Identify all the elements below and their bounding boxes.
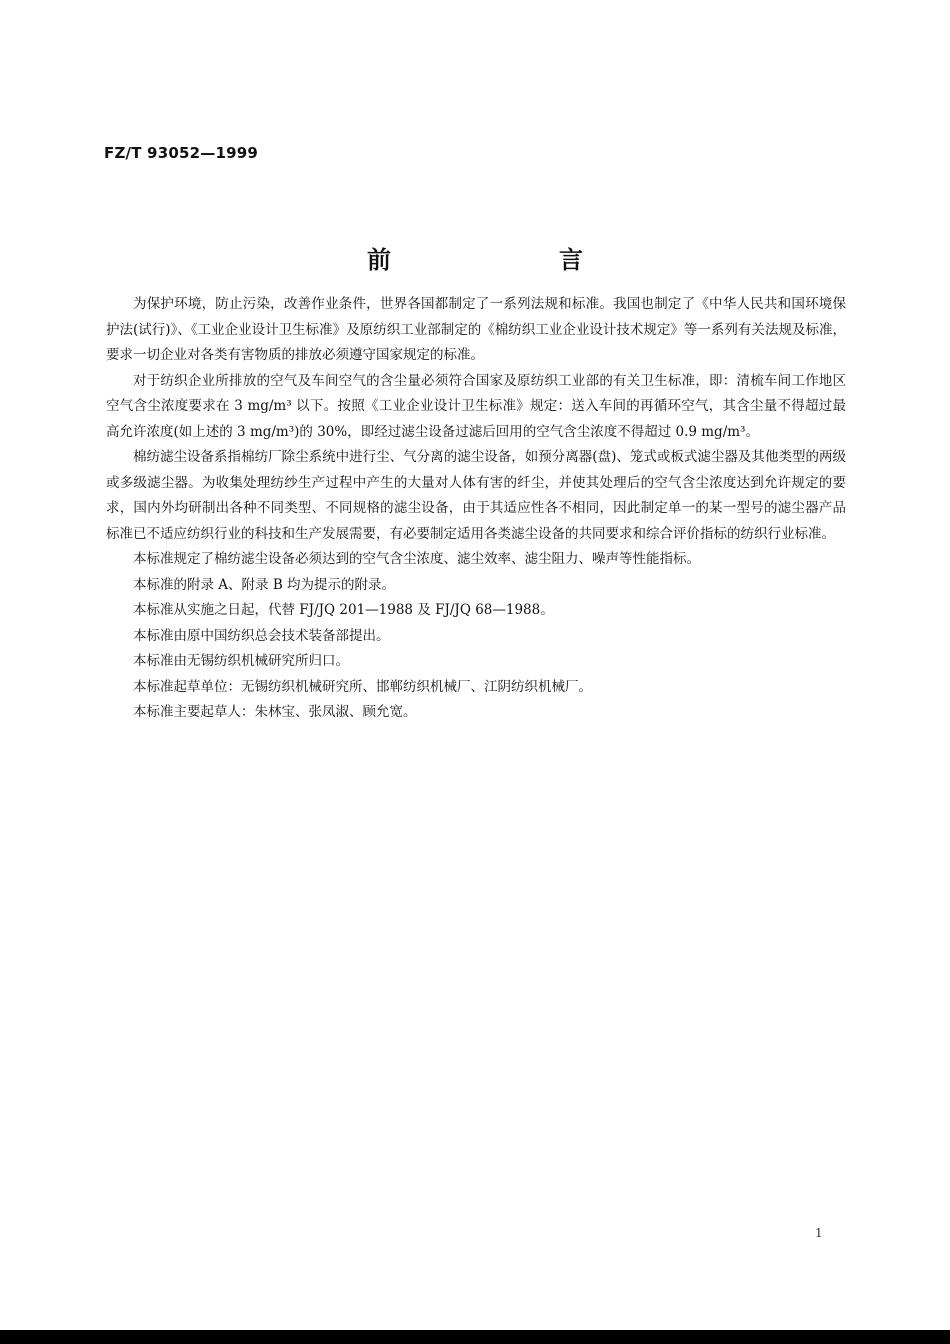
paragraph-replacement: 本标准从实施之日起，代替 FJ/JQ 201—1988 及 FJ/JQ 68—1988。	[133, 602, 554, 618]
page-title: 前 言	[367, 246, 655, 274]
paragraph-equipment-scope: 棉纺滤尘设备系指棉纺厂除尘系统中进行尘、气分离的滤尘设备，如预分离器(盘)、笼式或板式滤尘器及其他类型的两级或多级滤尘器。为收集处理纺纱生产过程中产生的大量对人体有害的纤尘，并使其处理后的空气含尘浓度达到允许规定的要求，国内外均研制出各种不同类型、不同规格的滤尘设备，由于其适应性各不相同，因此制定单一的某一型号的滤尘器产品标准已不适应纺织行业的科技和生产发展需要，有必要制定适用各类滤尘设备的共同要求和综合评价指标的纺织行业标准。	[106, 449, 846, 542]
paragraph-appendices: 本标准的附录 A、附录 B 均为提示的附录。	[133, 576, 396, 593]
paragraph-performance-indices: 本标准规定了棉纺滤尘设备必须达到的空气含尘浓度、滤尘效率、滤尘阻力、噪声等性能指标。	[133, 551, 700, 567]
bottom-border	[0, 1330, 950, 1344]
paragraph-dust-limits: 对于纺织企业所排放的空气及车间空气的含尘量必须符合国家及原纺织工业部的有关卫生标准，即：清梳车间工作地区空气含尘浓度要求在 3 mg/m³ 以下。按照《工业企业设计卫生标准》规定：送入车间的再循环空气，其含尘量不得超过最高允许浓度(如上述的 3 mg/m³)的 30%，即经过滤尘设备过滤后回用的空气含尘浓度不得超过 0.9 mg/m³。	[106, 372, 846, 440]
paragraph-administrator: 本标准由无锡纺织机械研究所归口。	[133, 653, 349, 669]
paragraph-proposer: 本标准由原中国纺织总会技术装备部提出。	[133, 627, 390, 644]
standard-code: FZ/T 93052—1999	[104, 144, 258, 162]
paragraph-purpose: 为保护环境，防止污染，改善作业条件，世界各国都制定了一系列法规和标准。我国也制定了《中华人民共和国环境保护法(试行)》、《工业企业设计卫生标准》及原纺织工业部制定的《棉纺织工业企业设计技术规定》等一系列有关法规及标准，要求一切企业对各类有害物质的排放必须遵守国家规定的标准。	[106, 296, 846, 363]
page-number: 1	[815, 1226, 823, 1240]
preface-body	[106, 292, 846, 726]
paragraph-drafting-units: 本标准起草单位：无锡纺织机械研究所、邯郸纺织机械厂、江阴纺织机械厂。	[133, 678, 592, 695]
paragraph-drafters: 本标准主要起草人：朱林宝、张凤淑、顾允宽。	[133, 704, 417, 720]
